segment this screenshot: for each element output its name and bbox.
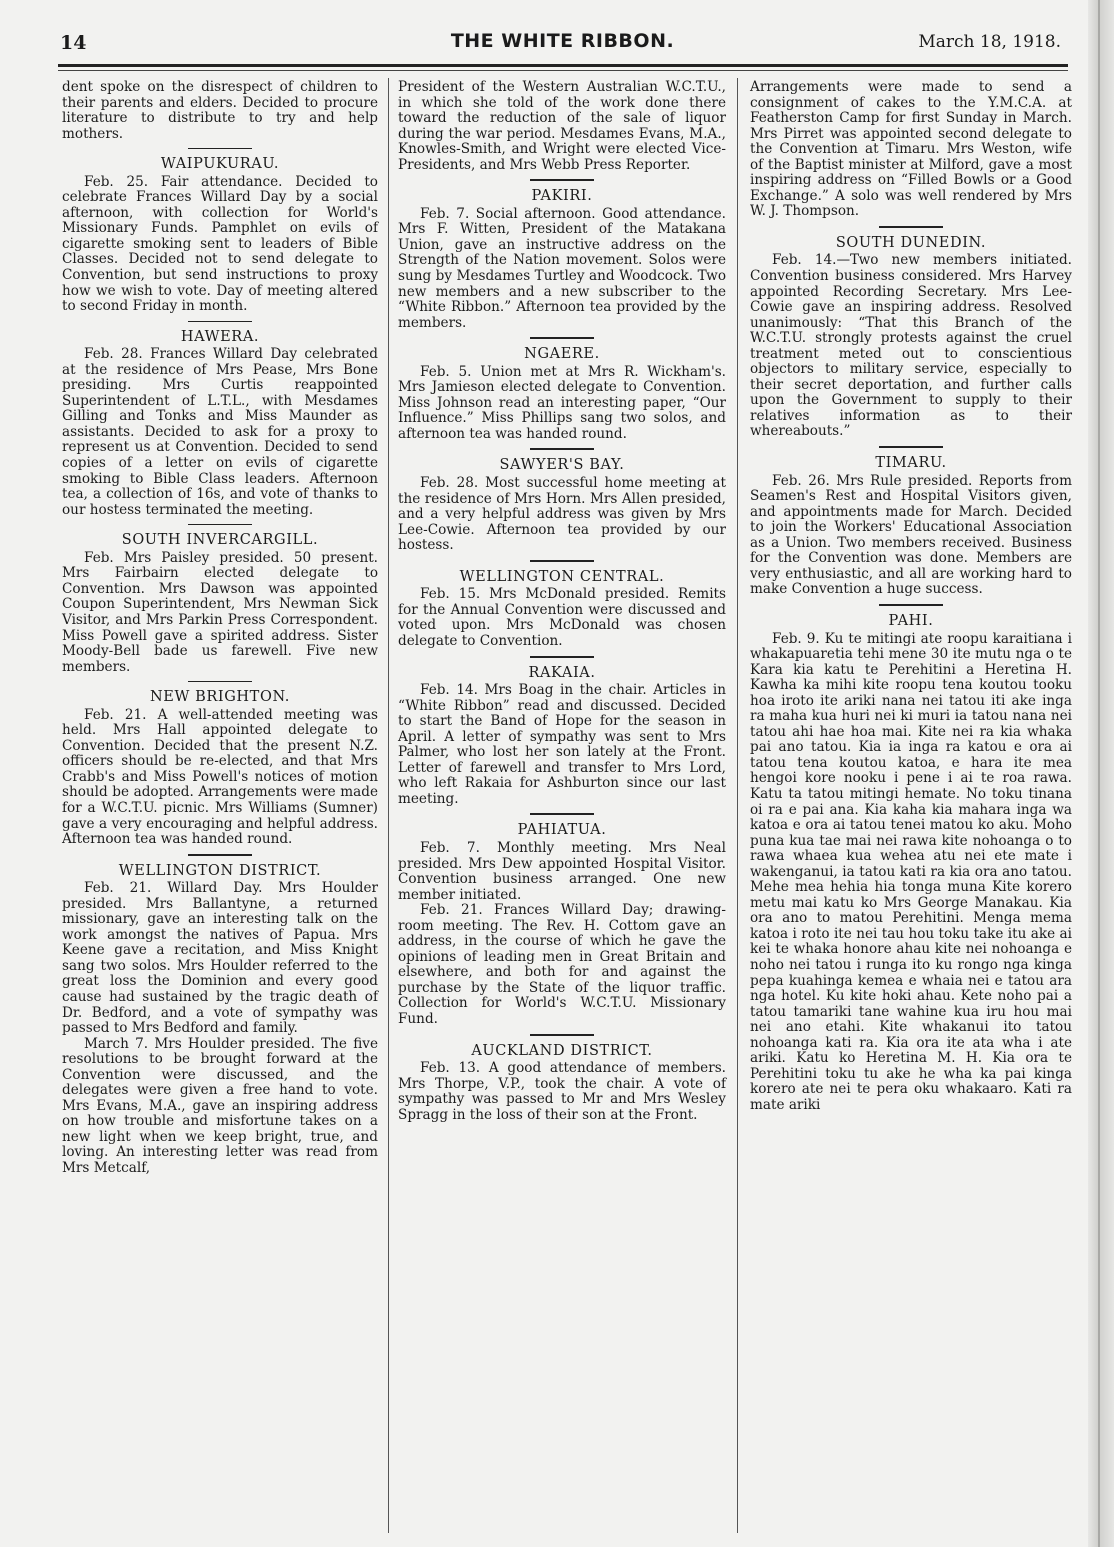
- section-rule: [188, 854, 252, 856]
- report-text: Feb. 15. Mrs McDonald presided. Remits for the Annual Convention were discussed and voted upon. Mrs McDonald was chosen delegate to Convention.: [398, 586, 726, 649]
- report-text: Feb. 7. Social afternoon. Good attendance. Mrs F. Witten, President of the Matakana Union, gave an instructive address on the Strength of the Nation movement. Solos were sung by Mesdames Turtley and Woodcock. Two new members and a new subscriber to the “White Ribbon.” Afternoon tea provided by the members.: [398, 205, 726, 331]
- page-number: 14: [60, 32, 87, 54]
- report-text: Feb. 7. Monthly meeting. Mrs Neal presided. Mrs Dew appointed Hospital Visitor. Convention business arranged. One new member initiated.: [398, 839, 726, 903]
- branch-heading: WELLINGTON DISTRICT.: [118, 862, 322, 879]
- section-rule: [188, 524, 252, 525]
- branch-heading: SOUTH INVERCARGILL.: [121, 532, 319, 549]
- report-text: Feb. 21. Willard Day. Mrs Houlder presided. Mrs Ballantyne, a returned missionary, gave an interesting talk on the work amongst the natives of Papua. Mrs Keene gave a recitation, and Miss Knight sang two solos. Mrs Houlder referred to the great loss the Dominion and every good cause had sustained by the tragic death of Dr. Bedford, and a vote of sympathy was passed to Mrs Bedford and family.: [62, 880, 378, 1037]
- report-wellington-district: [62, 864, 378, 1177]
- branch-heading: SAWYER'S BAY.: [499, 457, 625, 474]
- report-pahiatua: [398, 823, 726, 1027]
- report-text: Feb. 26. Mrs Rule presided. Reports from Seamen's Rest and Hospital Visitors given, and appointments made for March. Decided to join the Workers' Educational Association as a Union. Two members received. Business for the Convention was done. Members are very enthusiastic, and all are working hard to make Convention a huge success.: [750, 472, 1072, 598]
- report-text: Feb. 5. Union met at Mrs R. Wickham's. Mrs Jamieson elected delegate to Convention. Miss Johnson read an interesting paper, “Our Influence.” Miss Phillips sang two solos, and afternoon tea was handed round.: [398, 363, 726, 442]
- report-text: Feb. 14.—Two new members initiated. Convention business considered. Mrs Harvey appointed Recording Secretary. Mrs Lee-Cowie gave an inspiring address. Resolved unanimously: “That this Branch of the W.C.T.U. strongly protests against the cruel treatment meted out to conscientious objectors to military service, especially to their secret deportation, and further calls upon the Government to supply to their relatives information as to their whereabouts.”: [750, 252, 1072, 440]
- branch-heading: AUCKLAND DISTRICT.: [471, 1042, 653, 1059]
- section-rule: [530, 560, 594, 562]
- report-sawyers-bay: [398, 458, 726, 553]
- page-edge-line: [1098, 0, 1100, 1547]
- continued-text: Arrangements were made to send a consignment of cakes to the Y.M.C.A. at Featherston Camp for first Sunday in March. Mrs Pirret was appointed second delegate to the Convention at Timaru. Mrs Weston, wife of the Baptist minister at Milford, gave a most inspiring address on “Filled Bowls or a Good Exchange.” A solo was well rendered by Mrs W. J. Thompson.: [750, 79, 1072, 220]
- column-1: [62, 80, 378, 1177]
- branch-heading: TIMARU.: [875, 455, 947, 472]
- report-text: Feb. 28. Frances Willard Day celebrated at the residence of Mrs Pease, Mrs Bone presiding. Mrs Curtis reappointed Superintendent of L.T.L., with Mesdames Gilling and Tonks and Miss Maunder as assistants. Decided to ask for a proxy to represent us at Convention. Decided to send copies of a letter on evils of cigarette smoking to Bible Class leaders. Afternoon tea, a collection of 16s, and vote of thanks to our hostess terminated the meeting.: [62, 346, 378, 518]
- continued-text: President of the Western Australian W.C.T.U., in which she told of the work done there toward the reduction of the sale of liquor during the war period. Mesdames Evans, M.A., Knowles-Smith, and Wright were elected Vice-Presidents, and Mrs Webb Press Reporter.: [398, 79, 726, 173]
- branch-heading: PAHI.: [888, 612, 934, 629]
- report-text: Feb. Mrs Paisley presided. 50 present. Mrs Fairbairn elected delegate to Convention. Mrs Dawson was appointed Coupon Superintendent, Mrs Newman Sick Visitor, and Mrs Parkin Press Correspondent. Miss Powell gave a spirited address. Sister Moody-Bell bade us farewell. Five new members.: [62, 549, 378, 675]
- section-rule: [188, 321, 252, 322]
- section-rule: [879, 226, 943, 228]
- report-text: Feb. 13. A good attendance of members. Mrs Thorpe, V.P., took the chair. A vote of sympathy was passed to Mr and Mrs Wesley Spragg in the loss of their son at the Front.: [398, 1060, 726, 1123]
- section-rule: [188, 681, 252, 682]
- report-new-brighton: [62, 690, 378, 847]
- report-text: March 7. Mrs Houlder presided. The five resolutions to be brought forward at the Convention were discussed, and the delegates were given a free hand to vote. Mrs Evans, M.A., gave an inspiring address on how trouble and misfortune takes on a new light when we keep bright, true, and loving. An interesting letter was read from Mrs Metcalf,: [62, 1035, 378, 1176]
- header-rule: [58, 64, 1068, 67]
- section-rule: [530, 813, 594, 815]
- section-rule: [530, 656, 594, 658]
- header-rule-thin: [58, 70, 1068, 71]
- report-south-invercargill: [62, 533, 378, 675]
- report-text: Feb. 9. Ku te mitingi ate roopu karaitiana i whakapuaretia tehi mene 30 ite mutu nga o te Kara kia katu te Perehitini a Heretina H. Kawha ka mihi kite roopu tena koutou tooku hoa iroto ite ariki nana nei tatou iti ake inga ra maha kua huri nei ki muri ia tatou nana nei tatou ahi hae hoa mai. Kite nei ra kia whaka pai ano tatou. Kia ia inga ra katou e ora ai tatou tena koutou katoa, e hara ite mea hengoi kore nooku i pene i ai te roa rawa. Katu ta tatou mitingi hemate. No toku tinana oi ra e pai ana. Kia kaha kia mahara inga wa katoa e ora ai tatou tenei matou ko aku. Moho puna kua tae mai nei rawa kite nohoanga o to rawa whaea kua wehea atu nei ete mate i wakenganui, ia tatou kati ra kia ora ano tatou. Mehe mea hehia hia tonga muna Kite korero metu mai katu ko Mrs George Manakau. Kia ora ano to matou Perehitini. Menga mema katoa i roto ite nei tau hou toku take itu ake ai kei te whaka honore ahau kite nei nohoanga e noho nei tatou i runga ito ku rongo nga kinga pepa kuahinga kemea e whaia nei e tatou ara nga hotel. Ku kite hoki ahau. Kete noho pai a tatou tamariki tane wahine kua iru hou mai nei ano etahi. Kite whakanui ito tatou nohoanga kati ra. Kia ora ite ata wha i ate ariki. Katu ko Heretina M. H. Kia ora te Perehitini toku tu ake he wha ka pai kinga korero ate nei te pera oku whakaaro. Kati ra mate ariki: [750, 630, 1072, 1113]
- column-divider: [388, 78, 389, 1533]
- branch-heading: NEW BRIGHTON.: [149, 689, 291, 706]
- report-timaru: [750, 456, 1072, 598]
- branch-heading: WELLINGTON CENTRAL.: [459, 568, 665, 585]
- report-auckland-district: [398, 1044, 726, 1124]
- branch-heading: PAHIATUA.: [517, 822, 607, 839]
- page-header: [60, 28, 1065, 58]
- section-rule: [879, 604, 943, 606]
- report-waipukurau: [62, 157, 378, 314]
- section-rule: [530, 179, 594, 181]
- column-divider: [737, 78, 738, 1533]
- report-text: Feb. 25. Fair attendance. Decided to celebrate Frances Willard Day by a social afternoon, with collection for World's Missionary Funds. Pamphlet on evils of cigarette smoking sent to leaders of Bible Classes. Decided not to send delegate to Convention, but send instructions to proxy how we wish to vote. Day of meeting altered to second Friday in month.: [62, 173, 378, 315]
- branch-heading: HAWERA.: [180, 328, 260, 345]
- section-rule: [530, 448, 594, 450]
- column-2: [398, 80, 726, 1123]
- continued-text: dent spoke on the disrespect of children to their parents and elders. Decided to procure literature to distribute to try and help mothers.: [62, 79, 378, 142]
- report-hawera: [62, 330, 378, 519]
- report-text: Feb. 14. Mrs Boag in the chair. Articles in “White Ribbon” read and discussed. Decided to start the Band of Hope for the season in April. A letter of sympathy was sent to Mrs Palmer, who lost her son lately at the Front. Letter of farewell and transfer to Mrs Lord, who left Rakaia for Ashburton since our last meeting.: [398, 682, 726, 807]
- report-text: Feb. 21. A well-attended meeting was held. Mrs Hall appointed delegate to Convention. Decided that the present N.Z. officers should be re-elected, and that Mrs Crabb's and Miss Powell's notices of motion should be adopted. Arrangements were made for a W.C.T.U. picnic. Mrs Williams (Sumner) gave a very encouraging and helpful address. Afternoon tea was handed round.: [62, 706, 378, 848]
- report-pakiri: [398, 189, 726, 331]
- branch-heading: WAIPUKURAU.: [160, 156, 280, 173]
- section-rule: [879, 446, 943, 448]
- section-rule: [188, 148, 252, 149]
- page-edge-shadow: [1088, 0, 1114, 1547]
- branch-heading: NGAERE.: [524, 346, 600, 363]
- branch-heading: RAKAIA.: [528, 664, 596, 681]
- report-wellington-central: [398, 570, 726, 650]
- publication-title: THE WHITE RIBBON.: [450, 30, 675, 52]
- section-rule: [530, 337, 594, 339]
- report-ngaere: [398, 347, 726, 442]
- report-text: Feb. 21. Frances Willard Day; drawing-room meeting. The Rev. H. Cottom gave an address, in the course of which he gave the opinions of leading men in Great Britain and elsewhere, and both for and against the purchase by the State of the liquor traffic. Collection for World's W.C.T.U. Missionary Fund.: [398, 902, 726, 1027]
- report-text: Feb. 28. Most successful home meeting at the residence of Mrs Horn. Mrs Allen presided, and a very helpful address was given by Mrs Lee-Cowie. Afternoon tea provided by our hostess.: [398, 475, 726, 554]
- report-south-dunedin: [750, 236, 1072, 440]
- column-3: [750, 80, 1072, 1113]
- branch-heading: SOUTH DUNEDIN.: [835, 234, 987, 251]
- section-rule: [530, 1034, 594, 1036]
- report-rakaia: [398, 666, 726, 808]
- branch-heading: PAKIRI.: [531, 188, 593, 205]
- report-pahi: [750, 614, 1072, 1114]
- issue-date: March 18, 1918.: [918, 32, 1061, 52]
